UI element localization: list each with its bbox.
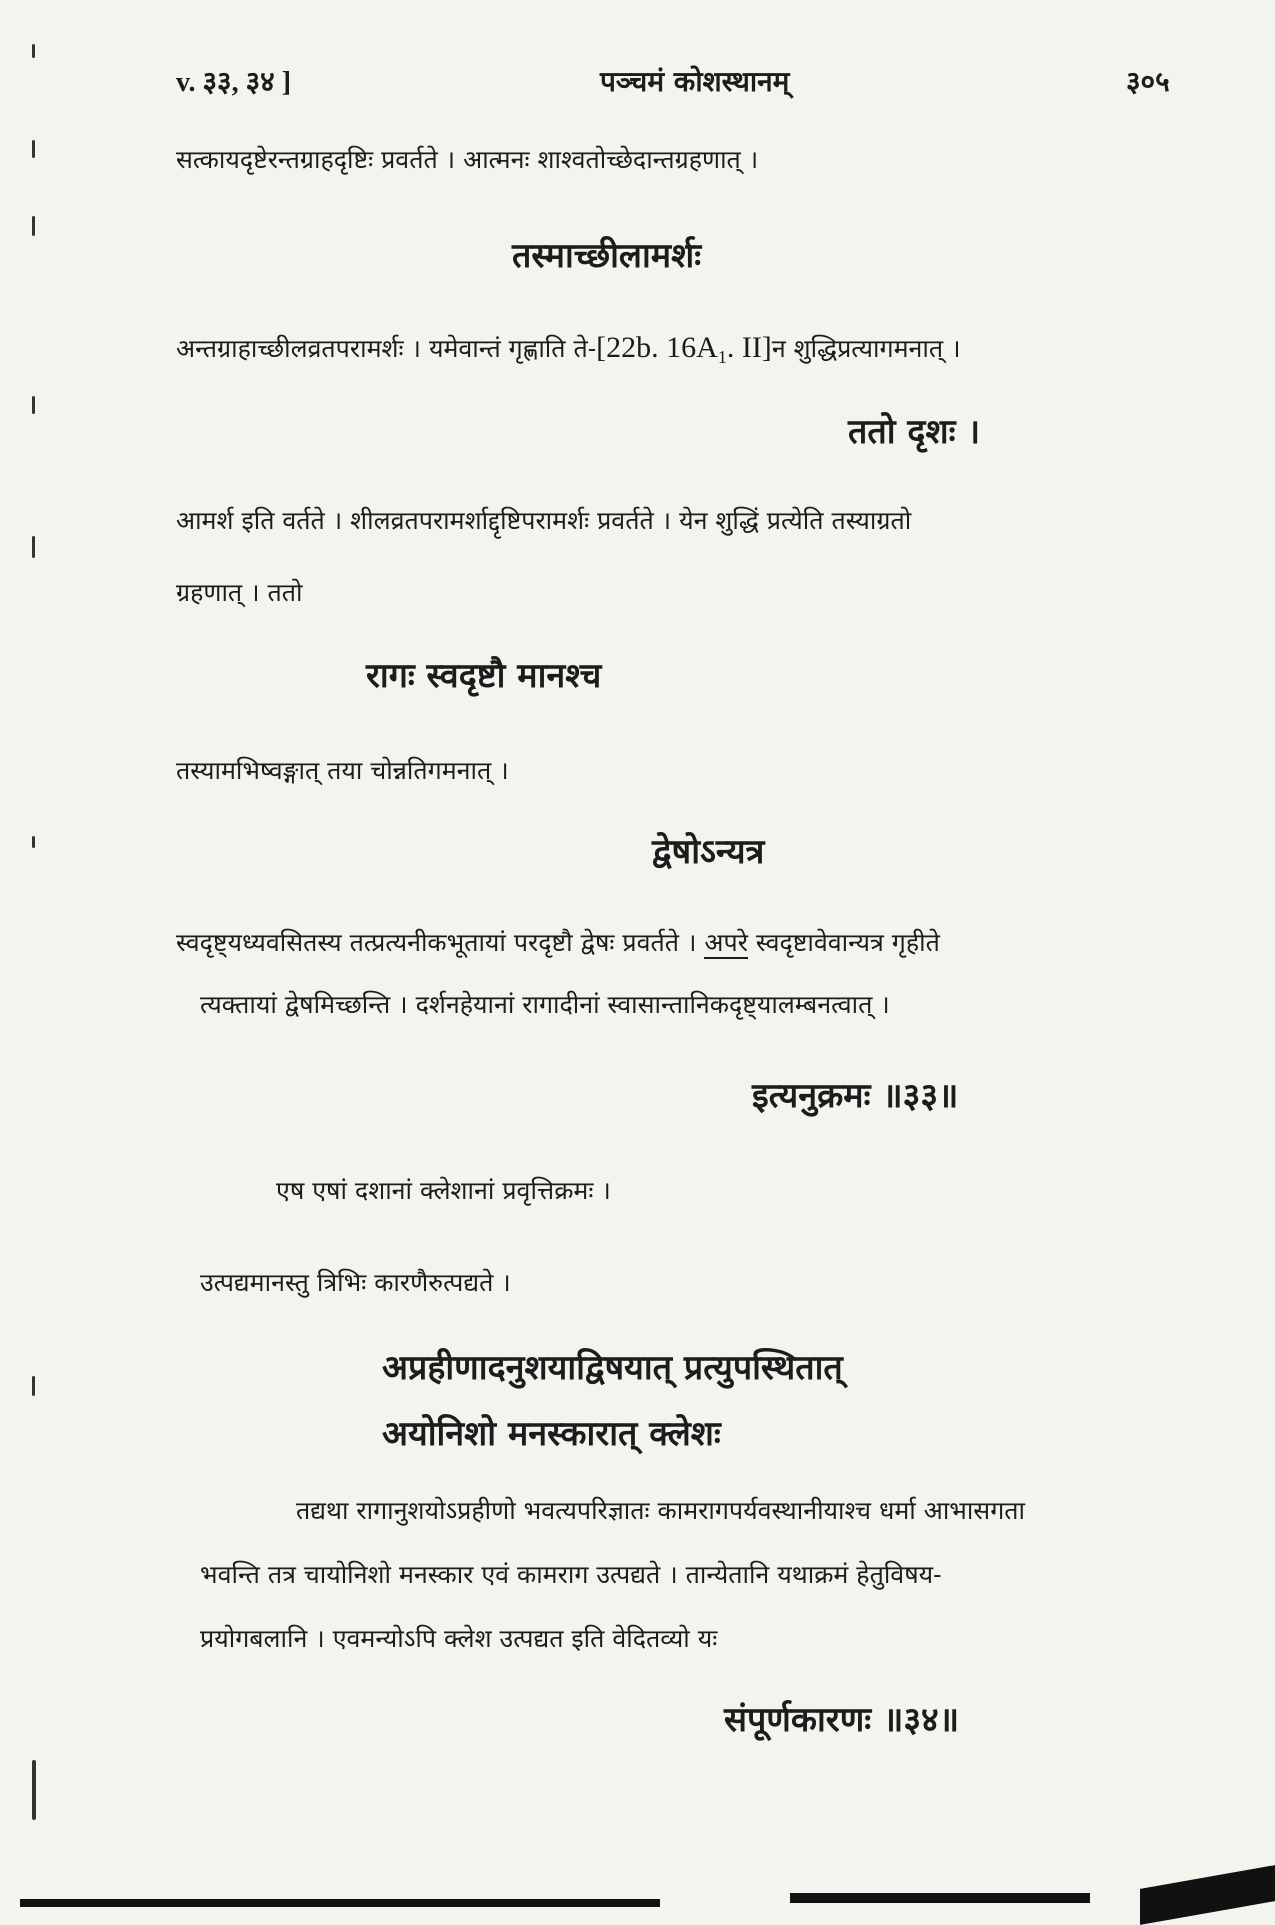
verse-line: इत्यनुक्रमः ॥३३॥	[752, 1076, 959, 1116]
verse-line: अयोनिशो मनस्कारात् क्लेशः	[382, 1414, 721, 1454]
verse-line: संपूर्णकारणः ॥३४॥	[724, 1700, 960, 1740]
verse-reference: v. ३३, ३४ ]	[176, 67, 292, 98]
underlined-word: अपरे	[704, 928, 748, 957]
manuscript-reference-tail: . II]	[726, 331, 772, 364]
commentary-line: प्रयोगबलानि । एवमन्योऽपि क्लेश उत्पद्यत इति वेदितव्यो यः	[200, 1624, 718, 1653]
commentary-line: ग्रहणात् । ततो	[176, 578, 303, 607]
commentary-line	[176, 330, 961, 369]
commentary-line: उत्पद्यमानस्तु त्रिभिः कारणैरुत्पद्यते ।	[200, 1268, 511, 1297]
text-segment: अन्तग्राहाच्छीलव्रतपरामर्शः । यमेवान्तं गृह्णाति ते-	[176, 334, 597, 363]
verse-line: द्वेषोऽन्यत्र	[652, 832, 765, 872]
commentary-line: एष एषां दशानां क्लेशानां प्रवृत्तिक्रमः ।	[276, 1176, 611, 1205]
binding-mark	[32, 1760, 36, 1820]
binding-mark	[32, 1376, 35, 1396]
page-number: ३०५	[1126, 65, 1170, 98]
commentary-line: त्यक्तायां द्वेषमिच्छन्ति । दर्शनहेयानां रागादीनां स्वासान्तानिकदृष्ट्यालम्बनत्वात् ।	[200, 990, 890, 1019]
binding-mark	[32, 836, 35, 848]
commentary-line: आमर्श इति वर्तते । शीलव्रतपरामर्शाद्दृष्टिपरामर्शः प्रवर्तते । येन शुद्धिं प्रत्येति तस्याग्रतो	[176, 506, 912, 535]
running-title: पञ्चमं कोशस्थानम्	[600, 65, 790, 98]
verse-line: ततो दृशः ।	[848, 412, 981, 452]
binding-mark	[32, 44, 35, 58]
binding-mark	[32, 216, 35, 236]
binding-mark	[32, 536, 35, 558]
verse-line: तस्माच्छीलामर्शः	[512, 236, 702, 276]
verse-line: रागः स्वदृष्टौ मानश्च	[366, 656, 602, 696]
scan-artifact	[790, 1893, 1090, 1903]
commentary-line	[176, 928, 940, 958]
binding-mark	[32, 396, 35, 414]
text-segment: स्वदृष्टावेवान्यत्र गृहीते	[747, 928, 940, 957]
verse-line: अप्रहीणादनुशयाद्विषयात् प्रत्युपस्थितात्	[382, 1348, 843, 1388]
commentary-line: तद्यथा रागानुशयोऽप्रहीणो भवत्यपरिज्ञातः कामरागपर्यवस्थानीयाश्च धर्मा आभासगता	[296, 1496, 1026, 1525]
binding-mark	[32, 140, 35, 158]
text-segment: न शुद्धिप्रत्यागमनात् ।	[771, 334, 961, 363]
text-segment: स्वदृष्ट्यध्यवसितस्य तत्प्रत्यनीकभूतायां परदृष्टौ द्वेषः प्रवर्तते ।	[176, 928, 705, 957]
manuscript-reference-subscript: 1	[717, 347, 727, 367]
scan-artifact	[1140, 1865, 1275, 1925]
scan-artifact	[20, 1899, 660, 1907]
manuscript-reference: [22b. 16A	[596, 331, 718, 364]
commentary-line: सत्कायदृष्टेरन्तग्राहदृष्टिः प्रवर्तते । आत्मनः शाश्वतोच्छेदान्तग्रहणात् ।	[176, 145, 759, 174]
commentary-line: तस्यामभिष्वङ्गात् तया चोन्नतिगमनात् ।	[176, 756, 509, 785]
commentary-line: भवन्ति तत्र चायोनिशो मनस्कार एवं कामराग उत्पद्यते । तान्येतानि यथाक्रमं हेतुविषय-	[200, 1560, 942, 1589]
